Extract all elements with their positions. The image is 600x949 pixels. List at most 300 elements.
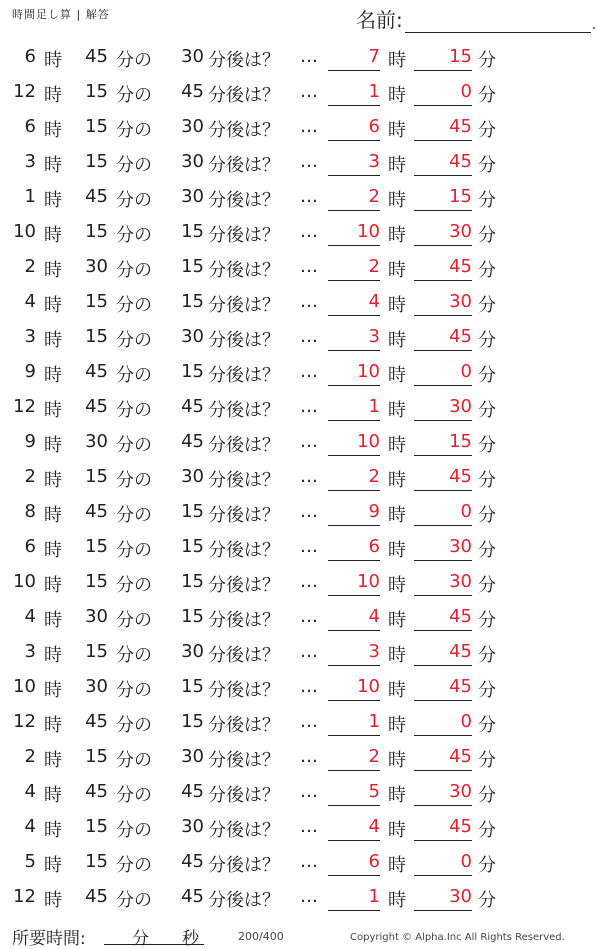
minutes-later-label: 分後は？ (208, 330, 280, 351)
hour-label: 時 (44, 225, 62, 246)
answer-minute[interactable]: 45 (414, 116, 472, 141)
added-minutes: 45 (181, 851, 204, 872)
question-minute: 15 (85, 641, 108, 662)
answer-minute[interactable]: 30 (414, 221, 472, 246)
answer-minute[interactable]: 45 (414, 746, 472, 771)
ellipsis: … (300, 781, 318, 802)
ellipsis: … (300, 851, 318, 872)
ellipsis: … (300, 151, 318, 172)
minute-of-label: 分の (116, 645, 152, 666)
problem-row (0, 425, 600, 460)
minute-of-label: 分の (116, 330, 152, 351)
problem-row (0, 775, 600, 810)
minutes-later-label: 分後は？ (208, 225, 280, 246)
minutes-later-label: 分後は？ (208, 155, 280, 176)
problem-row (0, 180, 600, 215)
hour-label: 時 (44, 295, 62, 316)
ellipsis: … (300, 116, 318, 137)
added-minutes: 15 (181, 606, 204, 627)
minute-label: 分 (478, 785, 496, 806)
answer-hour[interactable]: 5 (328, 781, 380, 806)
question-minute: 15 (85, 816, 108, 837)
answer-hour[interactable]: 6 (328, 536, 380, 561)
question-minute: 45 (85, 186, 108, 207)
copyright: Copyright © Alpha.Inc All Rights Reserved. (350, 932, 565, 943)
minutes-later-label: 分後は？ (208, 785, 280, 806)
question-hour: 4 (24, 781, 36, 802)
hour-label: 時 (388, 540, 406, 561)
minute-of-label: 分の (116, 715, 152, 736)
question-minute: 15 (85, 151, 108, 172)
answer-hour[interactable]: 2 (328, 186, 380, 211)
answer-hour[interactable]: 2 (328, 466, 380, 491)
hour-label: 時 (44, 750, 62, 771)
ellipsis: … (300, 466, 318, 487)
question-minute: 30 (85, 256, 108, 277)
hour-label: 時 (44, 855, 62, 876)
minute-label: 分 (478, 575, 496, 596)
problem-row (0, 390, 600, 425)
ellipsis: … (300, 326, 318, 347)
minute-label: 分 (478, 610, 496, 631)
hour-label: 時 (44, 575, 62, 596)
question-hour: 10 (13, 676, 36, 697)
answer-hour[interactable]: 10 (328, 676, 380, 701)
hour-label: 時 (44, 540, 62, 561)
answer-minute[interactable]: 45 (414, 326, 472, 351)
answer-minute[interactable]: 45 (414, 606, 472, 631)
minute-of-label: 分の (116, 155, 152, 176)
hour-label: 時 (388, 645, 406, 666)
minutes-later-label: 分後は？ (208, 190, 280, 211)
minutes-later-label: 分後は？ (208, 575, 280, 596)
ellipsis: … (300, 816, 318, 837)
minute-label: 分 (478, 470, 496, 491)
ellipsis: … (300, 886, 318, 907)
added-minutes: 15 (181, 256, 204, 277)
problem-list (0, 40, 600, 915)
ellipsis: … (300, 291, 318, 312)
ellipsis: … (300, 186, 318, 207)
question-hour: 2 (24, 256, 36, 277)
hour-label: 時 (388, 750, 406, 771)
added-minutes: 15 (181, 676, 204, 697)
answer-hour[interactable]: 4 (328, 816, 380, 841)
answer-hour[interactable]: 7 (328, 46, 380, 71)
ellipsis: … (300, 431, 318, 452)
problem-row (0, 635, 600, 670)
answer-minute[interactable]: 45 (414, 641, 472, 666)
ellipsis: … (300, 81, 318, 102)
question-hour: 6 (24, 46, 36, 67)
added-minutes: 45 (181, 781, 204, 802)
question-minute: 30 (85, 431, 108, 452)
answer-minute[interactable]: 30 (414, 781, 472, 806)
minutes-unit: 分 (132, 929, 149, 949)
hour-label: 時 (388, 785, 406, 806)
minutes-later-label: 分後は？ (208, 85, 280, 106)
question-hour: 2 (24, 746, 36, 767)
minutes-later-label: 分後は？ (208, 540, 280, 561)
minutes-later-label: 分後は？ (208, 435, 280, 456)
hour-label: 時 (388, 225, 406, 246)
hour-label: 時 (44, 85, 62, 106)
hour-label: 時 (388, 85, 406, 106)
added-minutes: 30 (181, 46, 204, 67)
minutes-later-label: 分後は？ (208, 855, 280, 876)
answer-minute[interactable]: 45 (414, 466, 472, 491)
minutes-later-label: 分後は？ (208, 610, 280, 631)
added-minutes: 15 (181, 501, 204, 522)
question-hour: 2 (24, 466, 36, 487)
minutes-later-label: 分後は？ (208, 400, 280, 421)
worksheet-title: 時間足し算 | 解答 (12, 8, 110, 21)
question-minute: 15 (85, 746, 108, 767)
minute-label: 分 (478, 365, 496, 386)
minutes-later-label: 分後は？ (208, 365, 280, 386)
minute-label: 分 (478, 260, 496, 281)
minute-label: 分 (478, 750, 496, 771)
answer-minute[interactable]: 30 (414, 571, 472, 596)
question-minute: 45 (85, 886, 108, 907)
seconds-unit: 秒 (182, 929, 199, 949)
question-hour: 3 (24, 641, 36, 662)
question-minute: 15 (85, 81, 108, 102)
hour-label: 時 (44, 330, 62, 351)
minute-label: 分 (478, 890, 496, 911)
question-hour: 6 (24, 536, 36, 557)
hour-label: 時 (44, 50, 62, 71)
minute-label: 分 (478, 190, 496, 211)
minute-label: 分 (478, 50, 496, 71)
minute-of-label: 分の (116, 190, 152, 211)
hour-label: 時 (388, 680, 406, 701)
hour-label: 時 (388, 610, 406, 631)
footer (0, 924, 600, 949)
hour-label: 時 (44, 785, 62, 806)
hour-label: 時 (44, 400, 62, 421)
answer-minute[interactable]: 0 (414, 501, 472, 526)
hour-label: 時 (44, 610, 62, 631)
minute-of-label: 分の (116, 540, 152, 561)
minute-of-label: 分の (116, 50, 152, 71)
answer-hour[interactable]: 6 (328, 116, 380, 141)
problem-row (0, 110, 600, 145)
ellipsis: … (300, 711, 318, 732)
hour-label: 時 (44, 505, 62, 526)
question-minute: 45 (85, 46, 108, 67)
answer-minute[interactable]: 0 (414, 361, 472, 386)
question-minute: 15 (85, 536, 108, 557)
problem-row (0, 285, 600, 320)
answer-hour[interactable]: 1 (328, 886, 380, 911)
minutes-later-label: 分後は？ (208, 715, 280, 736)
hour-label: 時 (388, 575, 406, 596)
answer-minute[interactable]: 30 (414, 396, 472, 421)
minutes-later-label: 分後は？ (208, 260, 280, 281)
answer-hour[interactable]: 4 (328, 606, 380, 631)
answer-hour[interactable]: 1 (328, 81, 380, 106)
question-hour: 4 (24, 816, 36, 837)
question-minute: 45 (85, 781, 108, 802)
problem-row (0, 810, 600, 845)
minute-of-label: 分の (116, 855, 152, 876)
minute-of-label: 分の (116, 365, 152, 386)
minute-of-label: 分の (116, 400, 152, 421)
minute-of-label: 分の (116, 470, 152, 491)
minutes-later-label: 分後は？ (208, 505, 280, 526)
answer-hour[interactable]: 1 (328, 396, 380, 421)
question-hour: 4 (24, 291, 36, 312)
minute-of-label: 分の (116, 120, 152, 141)
name-area (356, 4, 596, 33)
problem-row (0, 670, 600, 705)
answer-minute[interactable]: 45 (414, 676, 472, 701)
added-minutes: 15 (181, 221, 204, 242)
added-minutes: 30 (181, 466, 204, 487)
added-minutes: 15 (181, 536, 204, 557)
problem-row (0, 530, 600, 565)
answer-minute[interactable]: 45 (414, 256, 472, 281)
minute-label: 分 (478, 855, 496, 876)
hour-label: 時 (44, 820, 62, 841)
hour-label: 時 (388, 190, 406, 211)
minute-of-label: 分の (116, 750, 152, 771)
minutes-later-label: 分後は？ (208, 295, 280, 316)
answer-hour[interactable]: 9 (328, 501, 380, 526)
question-hour: 12 (13, 886, 36, 907)
question-hour: 10 (13, 571, 36, 592)
minute-label: 分 (478, 120, 496, 141)
answer-minute[interactable]: 15 (414, 431, 472, 456)
answer-minute[interactable]: 45 (414, 151, 472, 176)
hour-label: 時 (44, 120, 62, 141)
minute-of-label: 分の (116, 575, 152, 596)
answer-hour[interactable]: 1 (328, 711, 380, 736)
problem-row (0, 460, 600, 495)
answer-minute[interactable]: 0 (414, 711, 472, 736)
question-hour: 12 (13, 711, 36, 732)
ellipsis: … (300, 46, 318, 67)
added-minutes: 15 (181, 571, 204, 592)
answer-hour[interactable]: 3 (328, 326, 380, 351)
problem-row (0, 145, 600, 180)
answer-hour[interactable]: 10 (328, 571, 380, 596)
answer-hour[interactable]: 10 (328, 221, 380, 246)
answer-minute[interactable]: 30 (414, 536, 472, 561)
question-minute: 45 (85, 501, 108, 522)
hour-label: 時 (44, 435, 62, 456)
problem-count: 200/400 (238, 930, 284, 943)
answer-hour[interactable]: 10 (328, 361, 380, 386)
hour-label: 時 (388, 505, 406, 526)
answer-hour[interactable]: 3 (328, 151, 380, 176)
minute-label: 分 (478, 85, 496, 106)
hour-label: 時 (388, 890, 406, 911)
answer-minute[interactable]: 15 (414, 46, 472, 71)
hour-label: 時 (44, 680, 62, 701)
problem-row (0, 75, 600, 110)
minutes-later-label: 分後は？ (208, 50, 280, 71)
answer-hour[interactable]: 4 (328, 291, 380, 316)
answer-minute[interactable]: 15 (414, 186, 472, 211)
problem-row (0, 880, 600, 915)
answer-minute[interactable]: 0 (414, 851, 472, 876)
hour-label: 時 (44, 260, 62, 281)
hour-label: 時 (388, 435, 406, 456)
question-minute: 15 (85, 221, 108, 242)
ellipsis: … (300, 396, 318, 417)
answer-minute[interactable]: 0 (414, 81, 472, 106)
answer-hour[interactable]: 2 (328, 746, 380, 771)
ellipsis: … (300, 606, 318, 627)
minute-of-label: 分の (116, 505, 152, 526)
hour-label: 時 (44, 365, 62, 386)
minute-label: 分 (478, 435, 496, 456)
time-taken-label: 所要時間: (12, 929, 86, 949)
hour-label: 時 (388, 295, 406, 316)
ellipsis: … (300, 361, 318, 382)
question-minute: 15 (85, 116, 108, 137)
name-label: 名前: (356, 8, 403, 32)
problem-row (0, 845, 600, 880)
ellipsis: … (300, 501, 318, 522)
minutes-later-label: 分後は？ (208, 680, 280, 701)
problem-row (0, 355, 600, 390)
added-minutes: 45 (181, 886, 204, 907)
hour-label: 時 (44, 470, 62, 491)
answer-minute[interactable]: 30 (414, 886, 472, 911)
problem-row (0, 740, 600, 775)
question-minute: 15 (85, 326, 108, 347)
question-minute: 30 (85, 676, 108, 697)
minute-label: 分 (478, 225, 496, 246)
question-hour: 10 (13, 221, 36, 242)
question-minute: 45 (85, 711, 108, 732)
hour-label: 時 (388, 365, 406, 386)
question-hour: 6 (24, 116, 36, 137)
ellipsis: … (300, 536, 318, 557)
minute-of-label: 分の (116, 85, 152, 106)
minute-label: 分 (478, 540, 496, 561)
minutes-later-label: 分後は？ (208, 750, 280, 771)
ellipsis: … (300, 221, 318, 242)
added-minutes: 45 (181, 81, 204, 102)
ellipsis: … (300, 676, 318, 697)
problem-row (0, 565, 600, 600)
question-hour: 9 (24, 361, 36, 382)
minute-label: 分 (478, 155, 496, 176)
question-hour: 1 (24, 186, 36, 207)
question-hour: 8 (24, 501, 36, 522)
answer-hour[interactable]: 6 (328, 851, 380, 876)
answer-hour[interactable]: 3 (328, 641, 380, 666)
problem-row (0, 320, 600, 355)
ellipsis: … (300, 641, 318, 662)
hour-label: 時 (388, 330, 406, 351)
minutes-later-label: 分後は？ (208, 820, 280, 841)
added-minutes: 30 (181, 746, 204, 767)
hour-label: 時 (388, 855, 406, 876)
minutes-later-label: 分後は？ (208, 120, 280, 141)
question-hour: 5 (24, 851, 36, 872)
problem-row (0, 495, 600, 530)
minute-of-label: 分の (116, 890, 152, 911)
minutes-later-label: 分後は？ (208, 645, 280, 666)
minute-of-label: 分の (116, 295, 152, 316)
minute-label: 分 (478, 330, 496, 351)
hour-label: 時 (388, 820, 406, 841)
minute-label: 分 (478, 400, 496, 421)
name-dot: . (591, 17, 597, 33)
hour-label: 時 (388, 120, 406, 141)
answer-minute[interactable]: 45 (414, 816, 472, 841)
answer-hour[interactable]: 2 (328, 256, 380, 281)
ellipsis: … (300, 746, 318, 767)
question-minute: 15 (85, 571, 108, 592)
added-minutes: 30 (181, 116, 204, 137)
hour-label: 時 (388, 260, 406, 281)
minute-label: 分 (478, 645, 496, 666)
minute-of-label: 分の (116, 435, 152, 456)
minute-of-label: 分の (116, 225, 152, 246)
hour-label: 時 (388, 715, 406, 736)
added-minutes: 45 (181, 431, 204, 452)
minute-label: 分 (478, 715, 496, 736)
question-minute: 15 (85, 291, 108, 312)
question-minute: 45 (85, 396, 108, 417)
question-hour: 3 (24, 151, 36, 172)
problem-row (0, 250, 600, 285)
minutes-later-label: 分後は？ (208, 470, 280, 491)
question-hour: 3 (24, 326, 36, 347)
added-minutes: 15 (181, 291, 204, 312)
time-taken-field[interactable] (104, 924, 204, 949)
ellipsis: … (300, 571, 318, 592)
minute-of-label: 分の (116, 610, 152, 631)
minute-of-label: 分の (116, 820, 152, 841)
problem-row (0, 600, 600, 635)
added-minutes: 30 (181, 151, 204, 172)
hour-label: 時 (388, 470, 406, 491)
added-minutes: 45 (181, 396, 204, 417)
minutes-later-label: 分後は？ (208, 890, 280, 911)
minute-label: 分 (478, 820, 496, 841)
minute-of-label: 分の (116, 260, 152, 281)
minute-of-label: 分の (116, 680, 152, 701)
minute-label: 分 (478, 295, 496, 316)
added-minutes: 15 (181, 361, 204, 382)
problem-row (0, 705, 600, 740)
question-hour: 4 (24, 606, 36, 627)
name-field-line[interactable] (405, 12, 591, 33)
ellipsis: … (300, 256, 318, 277)
added-minutes: 30 (181, 186, 204, 207)
answer-hour[interactable]: 10 (328, 431, 380, 456)
added-minutes: 30 (181, 326, 204, 347)
question-minute: 15 (85, 851, 108, 872)
hour-label: 時 (44, 645, 62, 666)
question-hour: 12 (13, 396, 36, 417)
question-hour: 9 (24, 431, 36, 452)
hour-label: 時 (44, 890, 62, 911)
hour-label: 時 (44, 190, 62, 211)
minute-label: 分 (478, 680, 496, 701)
hour-label: 時 (388, 155, 406, 176)
added-minutes: 30 (181, 816, 204, 837)
hour-label: 時 (388, 50, 406, 71)
answer-minute[interactable]: 30 (414, 291, 472, 316)
